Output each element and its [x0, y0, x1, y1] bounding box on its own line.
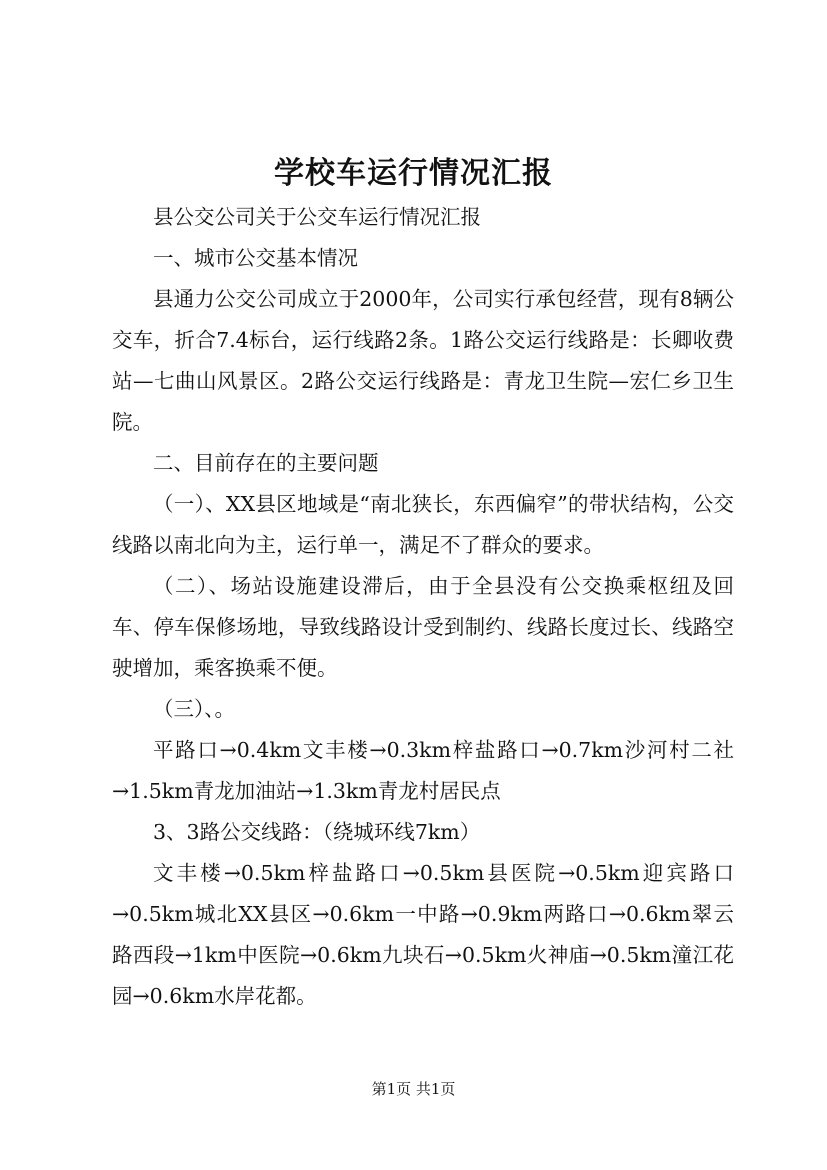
page-footer: 第1页 共1页 — [371, 1080, 456, 1098]
document-body — [112, 197, 734, 1017]
document-title: 学校车运行情况汇报 — [274, 156, 553, 191]
paragraph-problem-1: （一）、XX县区地域是“南北狭长，东西偏窄”的带状结构，公交线路以南北向为主，运行单一，满足不了群众的要求。 — [112, 492, 734, 557]
paragraph-basic-info: 县通力公交公司成立于2000年，公司实行承包经营，现有8辆公交车，折合7.4标台，运行线路2条。1路公交运行线路是：长卿收费站—七曲山风景区。2路公交运行线路是：青龙卫生院—宏仁乡卫生院。 — [112, 287, 734, 434]
paragraph-problem-3: （三）、。 — [153, 697, 235, 721]
paragraph-problem-2: （二）、场站设施建设滞后，由于全县没有公交换乘枢纽及回车、停车保修场地，导致线路设计受到制约、线路长度过长、线路空驶增加，乘客换乘不便。 — [112, 574, 734, 680]
section-heading-2: 二、目前存在的主要问题 — [153, 451, 379, 475]
paragraph-subtitle: 县公交公司关于公交车运行情况汇报 — [153, 205, 481, 229]
paragraph-route-list-3: 文丰楼→0.5km梓盐路口→0.5km县医院→0.5km迎宾路口→0.5km城北XX县区→0.6km一中路→0.9km两路口→0.6km翠云路西段→1km中医院→0.6km九块石→0.5km火神庙→0.5km潼江花园→0.6km水岸花都。 — [112, 861, 734, 1008]
paragraph-route-list-1: 平路口→0.4km文丰楼→0.3km梓盐路口→0.7km沙河村二社→1.5km青龙加油站→1.3km青龙村居民点 — [112, 738, 734, 803]
section-heading-1: 一、城市公交基本情况 — [153, 246, 358, 270]
paragraph-route-3-heading: 3、3路公交线路：（绕城环线7km） — [153, 820, 481, 844]
